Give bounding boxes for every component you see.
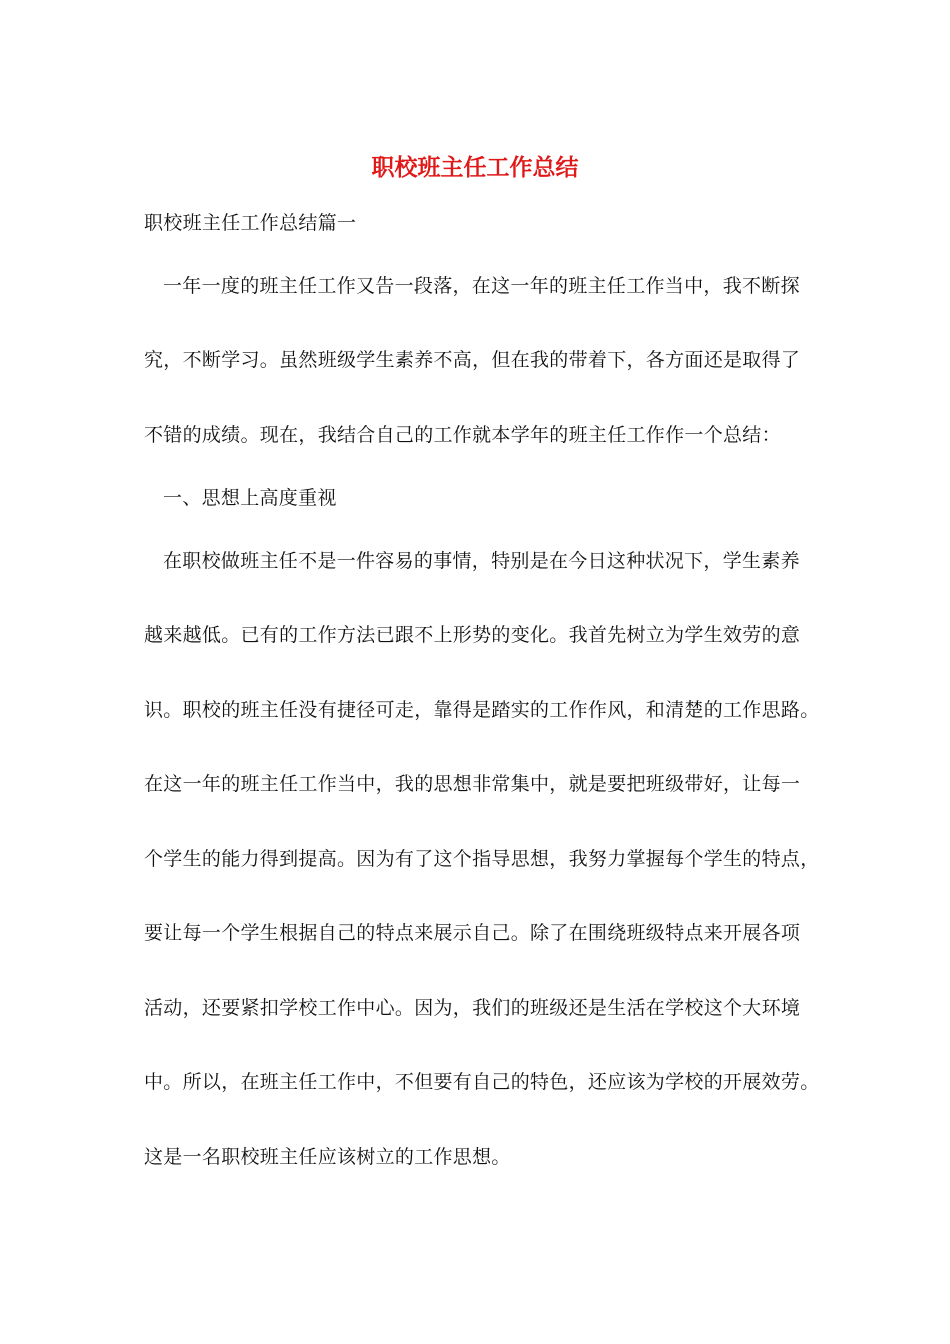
- document-title: 职校班主任工作总结: [371, 154, 579, 181]
- paragraph-line: 不错的成绩。现在，我结合自己的工作就本学年的班主任工作作一个总结：: [144, 424, 781, 446]
- paragraph-line: 个学生的能力得到提高。因为有了这个指导思想，我努力掌握每个学生的特点，: [144, 848, 820, 870]
- paragraph-line: 这是一名职校班主任应该树立的工作思想。: [144, 1146, 511, 1168]
- paragraph-line: 一年一度的班主任工作又告一段落，在这一年的班主任工作当中，我不断探: [163, 275, 800, 297]
- section-heading: 一、思想上高度重视: [163, 487, 337, 509]
- paragraph-line: 在这一年的班主任工作当中，我的思想非常集中，就是要把班级带好，让每一: [144, 773, 801, 795]
- paragraph-line: 越来越低。已有的工作方法已跟不上形势的变化。我首先树立为学生效劳的意: [144, 624, 801, 646]
- paragraph-line: 活动，还要紧扣学校工作中心。因为，我们的班级还是生活在学校这个大环境: [144, 997, 801, 1019]
- paragraph-line: 中。所以，在班主任工作中，不但要有自己的特色，还应该为学校的开展效劳。: [144, 1071, 820, 1093]
- section-subtitle: 职校班主任工作总结篇一: [144, 212, 357, 234]
- paragraph-line: 究，不断学习。虽然班级学生素养不高，但在我的带着下，各方面还是取得了: [144, 349, 801, 371]
- paragraph-line: 在职校做班主任不是一件容易的事情，特别是在今日这种状况下，学生素养: [163, 550, 800, 572]
- paragraph-line: 要让每一个学生根据自己的特点来展示自己。除了在围绕班级特点来开展各项: [144, 922, 801, 944]
- paragraph-line: 识。职校的班主任没有捷径可走，靠得是踏实的工作作风，和清楚的工作思路。: [144, 699, 820, 721]
